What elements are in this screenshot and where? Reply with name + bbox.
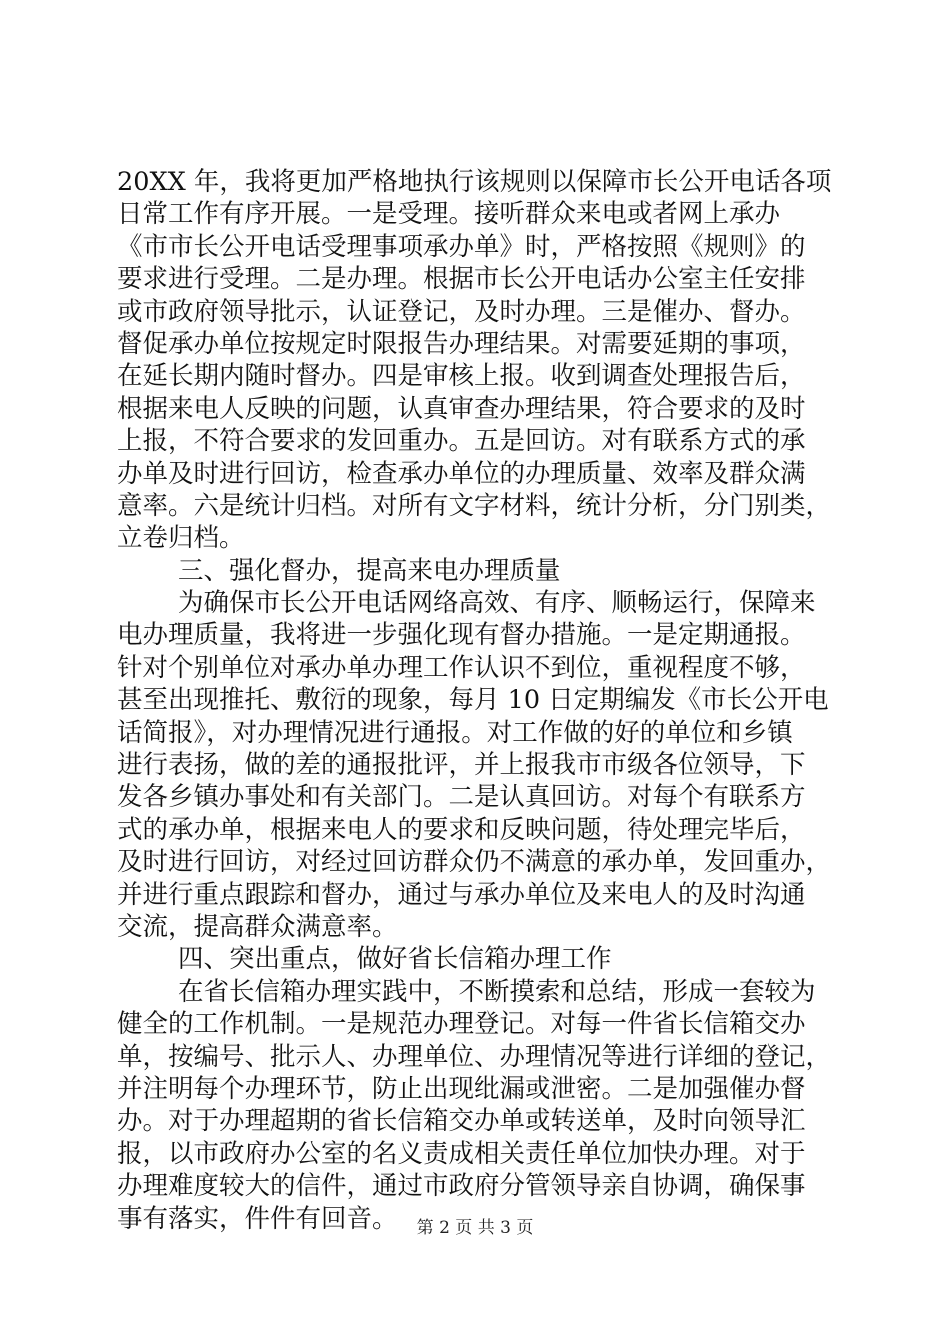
text-line: 发各乡镇办事处和有关部门。二是认真回访。对每个有联系方 xyxy=(117,782,806,813)
text-line: 意率。六是统计归档。对所有文字材料，统计分析，分门别类， xyxy=(117,490,832,521)
text-line: 20XX 年，我将更加严格地执行该规则以保障市长公开电话各项 xyxy=(117,167,832,197)
text-line: 要求进行受理。二是办理。根据市长公开电话办公室主任安排 xyxy=(117,264,806,295)
text-line: 办单及时进行回访，检查承办单位的办理质量、效率及群众满 xyxy=(117,458,806,489)
text-line: 或市政府领导批示，认证登记，及时办理。三是催办、督办。 xyxy=(117,296,806,327)
text-line: 及时进行回访，对经过回访群众仍不满意的承办单，发回重办， xyxy=(117,847,832,878)
text-line: 督促承办单位按规定时限报告办理结果。对需要延期的事项， xyxy=(117,328,806,359)
text-line: 甚至出现推托、敷衍的现象，每月 10 日定期编发《市长公开电 xyxy=(117,685,829,716)
text-line: 上报，不符合要求的发回重办。五是回访。对有联系方式的承 xyxy=(117,426,806,457)
text-line: 立卷归档。 xyxy=(117,523,245,554)
text-line: 办理难度较大的信件，通过市政府分管领导亲自协调，确保事 xyxy=(117,1171,806,1202)
text-line: 根据来电人反映的问题，认真审查办理结果，符合要求的及时 xyxy=(117,393,806,424)
text-line: 并进行重点跟踪和督办，通过与承办单位及来电人的及时沟通 xyxy=(117,879,806,910)
text-line: 交流，提高群众满意率。 xyxy=(117,911,398,942)
text-line: 并注明每个办理环节，防止出现纰漏或泄密。二是加强催办督 xyxy=(117,1073,806,1104)
text-line: 事有落实，件件有回音。 xyxy=(117,1203,398,1234)
text-line: 话简报》，对办理情况进行通报。对工作做的好的单位和乡镇 xyxy=(117,717,793,748)
text-line: 进行表扬，做的差的通报批评，并上报我市市级各位领导，下 xyxy=(117,750,806,781)
text-line: 为确保市长公开电话网络高效、有序、顺畅运行，保障来 xyxy=(178,588,816,619)
text-line: 针对个别单位对承办单办理工作认识不到位，重视程度不够， xyxy=(117,652,806,683)
text-line: 在省长信箱办理实践中，不断摸索和总结，形成一套较为 xyxy=(178,976,816,1007)
text-line: 式的承办单，根据来电人的要求和反映问题，待处理完毕后， xyxy=(117,814,806,845)
text-line: 《市市长公开电话受理事项承办单》时，严格按照《规则》的 xyxy=(117,231,806,262)
document-body xyxy=(117,166,845,1235)
text-line: 三、强化督办，提高来电办理质量 xyxy=(178,555,561,586)
text-line: 报，以市政府办公室的名义责成相关责任单位加快办理。对于 xyxy=(117,1138,806,1169)
text-line: 电办理质量，我将进一步强化现有督办措施。一是定期通报。 xyxy=(117,620,806,651)
text-line: 办。对于办理超期的省长信箱交办单或转送单，及时向领导汇 xyxy=(117,1106,806,1137)
text-line: 四、突出重点，做好省长信箱办理工作 xyxy=(178,944,612,975)
page-footer: 第 2 页 共 3 页 xyxy=(416,1218,534,1238)
text-line: 在延长期内随时督办。四是审核上报。收到调查处理报告后， xyxy=(117,361,806,392)
text-line: 单，按编号、批示人、办理单位、办理情况等进行详细的登记， xyxy=(117,1041,832,1072)
text-line: 日常工作有序开展。一是受理。接听群众来电或者网上承办 xyxy=(117,199,781,230)
text-line: 健全的工作机制。一是规范办理登记。对每一件省长信箱交办 xyxy=(117,1009,806,1040)
